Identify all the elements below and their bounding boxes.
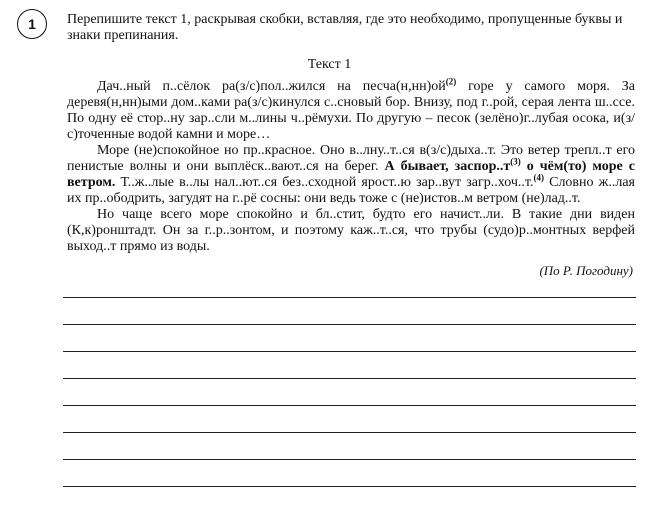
paragraph-2-bold-a: А бывает, заспор..т [384, 159, 511, 174]
text-title: Текст 1 [307, 57, 352, 72]
sentence-marker-4: (4) [533, 172, 544, 183]
paragraph-1-part-a: Дач..ный п..сёлок ра(з/с)пол..жился на песча(н,нн)ой [97, 79, 446, 94]
paragraph-3: Но чаще всего море спокойно и бл..стит, будто его начист..ли. В такие дни виден (К,к)ронштадт. Он за г..р..зонтом, и поэтому каж..т..ся, что трубы (судо)р..монтных верфей выход..т прямо из воды. [67, 207, 635, 254]
paragraph-1 [67, 76, 635, 143]
paragraph-2-part-a: Море (не)спокойное но пр..красное. Оно в..лну..т..ся в(з/с)дыха..т. Это ветер трепл..т его пенистые волны и они выплёск..вают..ся на берег. [67, 143, 635, 174]
answer-line[interactable] [63, 378, 636, 379]
paragraph-2-part-b: Т..ж..лые в..лы нал..ют..ся без..сходной ярост..ю зар..вут загр..хоч..т. [115, 175, 534, 190]
answer-line[interactable] [63, 324, 636, 325]
answer-line[interactable] [63, 432, 636, 433]
paragraph-2-part-c: Словно ж..лая их пр..ободрить, загудят на г..рё сосны: они ведь тоже с (не)истов..м ветром (не)лад..т. [67, 175, 635, 206]
answer-line[interactable] [63, 351, 636, 352]
paragraph-2-bold-b: о чём(то) море с ветром. [67, 159, 635, 190]
paragraph-2 [67, 143, 635, 207]
answer-line[interactable] [63, 486, 636, 487]
answer-line[interactable] [63, 297, 636, 298]
task-number: 1 [28, 16, 36, 32]
sentence-marker-2: (2) [445, 76, 457, 87]
answer-line[interactable] [63, 405, 636, 406]
paragraph-1-part-b: горе у самого моря. За деревя(н,нн)ыми дом..ками ра(з/с)кинулся с..сновый бор. Внизу, под г..рой, серая лента ш..ссе. По одну её стор..ну зар..сли м..лины ч..рёмухи. По другую – песок (зелёно)г..лубая осока, и(з/с)точенные водой камни и море… [67, 79, 635, 142]
text-body [67, 76, 635, 255]
answer-line[interactable] [63, 459, 636, 460]
text-source: (По Р. Погодину) [539, 263, 633, 278]
task-instruction: Перепишите текст 1, раскрывая скобки, вставляя, где это необходимо, пропущенные буквы и знаки препинания. [67, 12, 623, 43]
task-number-badge [17, 9, 47, 39]
sentence-marker-3: (3) [510, 156, 521, 167]
